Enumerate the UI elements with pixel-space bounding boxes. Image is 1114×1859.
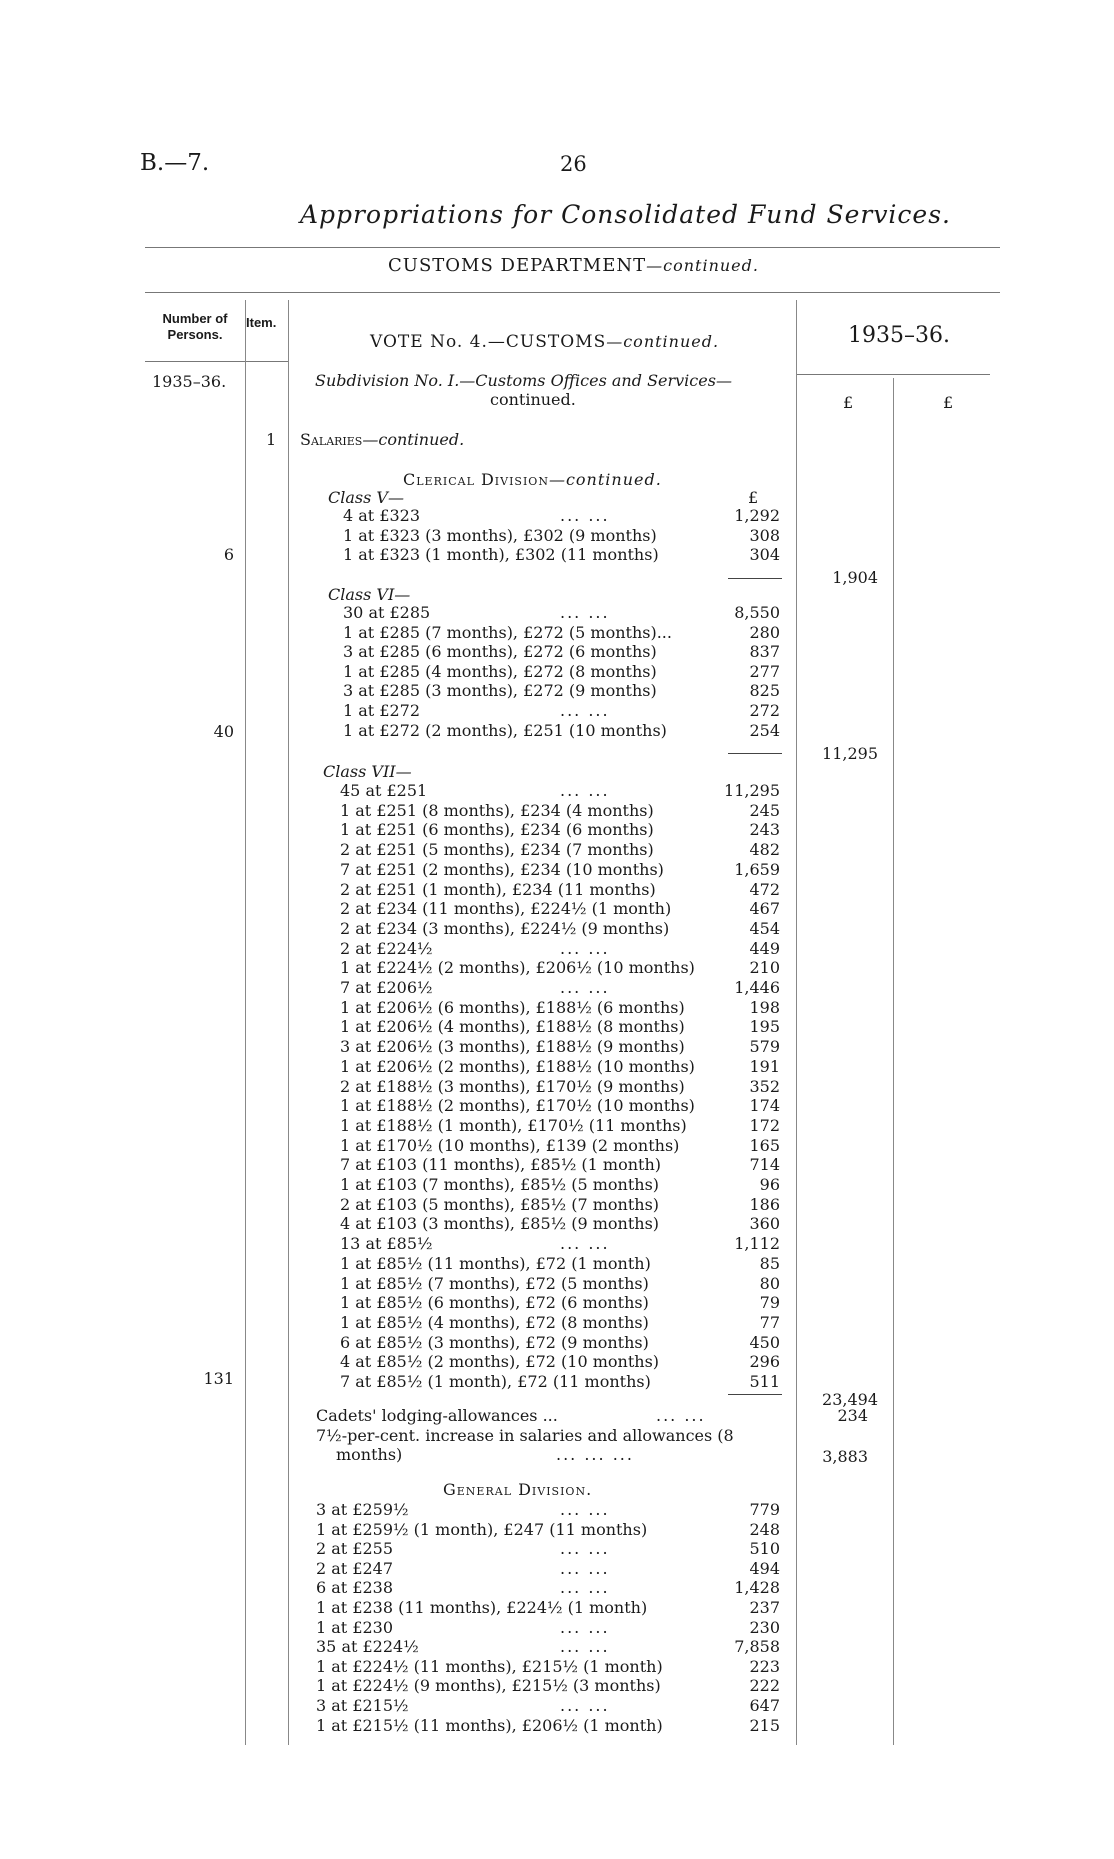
salary-line-text: 1 at £285 (4 months), £272 (8 months) — [343, 661, 657, 681]
table-top-rule — [145, 292, 1000, 293]
page-number: 26 — [560, 152, 587, 176]
title-rule — [145, 247, 1000, 248]
salary-line-text: 1 at £238 (11 months), £224½ (1 month) — [316, 1598, 648, 1617]
salary-line-text: 1 at £85½ (11 months), £72 (1 month) — [340, 1253, 651, 1273]
salary-line-text: 1 at £85½ (6 months), £72 (6 months) — [340, 1293, 649, 1313]
salary-line-amount: 195 — [749, 1017, 780, 1037]
column-rule-year-split — [893, 378, 894, 1745]
salary-line-amount: 308 — [749, 525, 780, 545]
salary-line-text: 1 at £188½ (1 month), £170½ (11 months) — [340, 1115, 687, 1135]
salary-line-text: 45 at £251 — [340, 781, 428, 800]
salary-line-amount: 243 — [749, 820, 780, 840]
salary-line-text: 30 at £285 — [343, 603, 431, 622]
department-heading — [388, 255, 759, 276]
salary-line-amount: 245 — [749, 800, 780, 820]
salary-line-amount: 647 — [749, 1696, 780, 1715]
salaries-label: Salaries — [300, 430, 363, 449]
salary-line-amount: 779 — [749, 1500, 780, 1519]
column-header-year: 1935–36. — [848, 323, 950, 348]
salary-line-text: 1 at £224½ (9 months), £215½ (3 months) — [316, 1676, 661, 1696]
salary-line-text: 1 at £85½ (4 months), £72 (8 months) — [340, 1312, 649, 1332]
salary-line-amount: 248 — [749, 1519, 780, 1539]
cadets-total: 234 — [837, 1406, 868, 1425]
leader-dots: ... ... — [560, 1558, 610, 1578]
salary-line-amount: 96 — [759, 1175, 780, 1194]
salaries-continued: —continued. — [362, 430, 465, 449]
salary-line-text: 1 at £85½ (7 months), £72 (5 months) — [340, 1273, 649, 1293]
class-vi-subtotal-rule — [728, 753, 782, 754]
leader-dots: ... ... — [560, 978, 610, 997]
salary-line-amount: 11,295 — [724, 781, 780, 800]
salary-line-text: 7 at £85½ (1 month), £72 (11 months) — [340, 1372, 651, 1391]
column-rule-persons — [245, 300, 246, 1745]
salary-line-text: 1 at £215½ (11 months), £206½ (1 month) — [316, 1715, 663, 1735]
salary-line-text: 7 at £206½ — [340, 978, 433, 997]
salary-line-amount: 494 — [749, 1558, 780, 1578]
salary-line-text: 1 at £224½ (2 months), £206½ (10 months) — [340, 958, 695, 978]
class-vii-persons: 131 — [203, 1369, 234, 1388]
salary-line-amount: 304 — [749, 545, 780, 565]
salary-line-amount: 254 — [749, 720, 780, 740]
salary-line-text: 1 at £323 (1 month), £302 (11 months) — [343, 545, 659, 565]
class-vi-total: 11,295 — [822, 744, 878, 763]
increase-dots: ... ... ... — [556, 1445, 634, 1464]
salary-line-amount: 77 — [759, 1312, 780, 1332]
leader-dots: ... ... — [560, 1696, 610, 1715]
salary-line-amount: 1,446 — [734, 978, 780, 997]
salary-line-amount: 272 — [749, 701, 780, 720]
salary-line-text: 1 at £206½ (6 months), £188½ (6 months) — [340, 997, 685, 1017]
salary-line-text: 35 at £224½ — [316, 1637, 419, 1657]
salary-line-amount: 223 — [749, 1656, 780, 1676]
salary-line-amount: 79 — [759, 1293, 780, 1313]
cadets-label: Cadets' lodging-allowances ... — [316, 1406, 558, 1425]
item-number: 1 — [266, 430, 277, 449]
increase-label-line1: 7½-per-cent. increase in salaries and allowances (8 — [316, 1426, 734, 1445]
class-v-subtotal-rule — [728, 578, 782, 579]
leader-dots: ... ... — [560, 938, 610, 958]
header-rule-year — [796, 374, 990, 375]
salary-line-amount: 172 — [749, 1115, 780, 1135]
vote-heading — [370, 332, 719, 352]
salary-line-text: 7 at £103 (11 months), £85½ (1 month) — [340, 1155, 662, 1175]
class-v-persons: 6 — [223, 545, 234, 564]
salary-line-text: 2 at £255 — [316, 1539, 394, 1559]
subdivision-continued: continued. — [490, 390, 576, 409]
increase-total: 3,883 — [822, 1447, 868, 1466]
class-v-heading: Class V— — [328, 488, 404, 507]
salary-line-text: 1 at £285 (7 months), £272 (5 months)... — [343, 622, 672, 642]
leader-dots: ... ... — [560, 701, 610, 720]
salary-line-text: 3 at £285 (3 months), £272 (9 months) — [343, 681, 657, 701]
salary-line-amount: 472 — [749, 879, 780, 899]
salary-line-text: 2 at £234 (3 months), £224½ (9 months) — [340, 918, 670, 938]
salary-line-amount: 579 — [749, 1037, 780, 1057]
salary-line-amount: 1,659 — [734, 859, 780, 879]
salary-line-amount: 837 — [749, 642, 780, 662]
salary-line-text: 1 at £272 (2 months), £251 (10 months) — [343, 720, 667, 740]
salary-line-amount: 198 — [749, 997, 780, 1017]
salary-line-amount: 277 — [749, 661, 780, 681]
leader-dots: ... ... — [560, 1500, 610, 1519]
leader-dots: ... ... — [560, 1617, 610, 1637]
clerical-division-heading — [403, 470, 662, 489]
leader-dots: ... ... — [560, 781, 610, 800]
salary-line-text: 2 at £103 (5 months), £85½ (7 months) — [340, 1194, 660, 1214]
salary-line-text: 1 at £251 (8 months), £234 (4 months) — [340, 800, 654, 820]
leader-dots: ... ... — [560, 1578, 610, 1598]
salary-line-text: 4 at £103 (3 months), £85½ (9 months) — [340, 1214, 660, 1234]
cadets-dots: ... ... — [656, 1406, 706, 1425]
leader-dots: ... ... — [560, 1637, 610, 1657]
clerical-division-label: Clerical Division — [403, 470, 549, 489]
salary-line-amount: 449 — [749, 938, 780, 958]
column-header-persons: Number of Persons. — [162, 311, 228, 342]
salary-line-amount: 210 — [749, 958, 780, 978]
column-rule-item — [288, 300, 289, 1745]
class-vi-persons: 40 — [213, 722, 234, 741]
salary-line-text: 3 at £285 (6 months), £272 (6 months) — [343, 642, 657, 662]
department-name: CUSTOMS DEPARTMENT — [388, 255, 647, 276]
salary-line-text: 4 at £85½ (2 months), £72 (10 months) — [340, 1352, 660, 1372]
leader-dots: ... ... — [560, 1539, 610, 1559]
general-division-heading: General Division. — [443, 1480, 593, 1499]
salary-line-amount: 511 — [749, 1372, 780, 1391]
salary-line-text: 6 at £238 — [316, 1578, 394, 1598]
page-title: Appropriations for Consolidated Fund Services. — [300, 200, 952, 229]
salary-line-amount: 237 — [749, 1598, 780, 1617]
column-header-item: Item. — [246, 315, 277, 330]
salary-line-text: 2 at £251 (5 months), £234 (7 months) — [340, 840, 654, 860]
salary-line-text: 7 at £251 (2 months), £234 (10 months) — [340, 859, 664, 879]
leader-dots: ... ... — [560, 506, 610, 525]
salary-line-amount: 352 — [749, 1076, 780, 1096]
salary-line-amount: 8,550 — [734, 603, 780, 622]
department-continued: —continued. — [646, 256, 759, 275]
salary-line-text: 1 at £230 — [316, 1617, 394, 1637]
salary-line-amount: 80 — [759, 1273, 780, 1293]
salary-line-text: 1 at £224½ (11 months), £215½ (1 month) — [316, 1656, 663, 1676]
currency-column-a: £ — [843, 393, 854, 412]
increase-row-2 — [316, 1445, 786, 1464]
subdivision-heading — [315, 371, 732, 409]
salary-line-amount: 467 — [749, 899, 780, 919]
salary-line-text: 1 at £272 — [343, 701, 421, 720]
salary-line-text: 13 at £85½ — [340, 1234, 433, 1254]
salary-line-text: 1 at £251 (6 months), £234 (6 months) — [340, 820, 654, 840]
salary-line-text: 4 at £323 — [343, 506, 421, 525]
salary-line-amount: 215 — [749, 1715, 780, 1735]
salary-line-amount: 222 — [749, 1676, 780, 1696]
salary-line-text: 1 at £259½ (1 month), £247 (11 months) — [316, 1519, 648, 1539]
salary-line-text: 2 at £234 (11 months), £224½ (1 month) — [340, 899, 672, 919]
clerical-division-continued: —continued. — [548, 470, 662, 489]
salary-line-text: 2 at £188½ (3 months), £170½ (9 months) — [340, 1076, 685, 1096]
vote-title: VOTE No. 4.—CUSTOMS — [370, 332, 607, 352]
salary-line-text: 2 at £251 (1 month), £234 (11 months) — [340, 879, 656, 899]
salary-line-amount: 714 — [749, 1155, 780, 1175]
salary-line-text: 1 at £206½ (4 months), £188½ (8 months) — [340, 1017, 685, 1037]
salary-line-amount: 450 — [749, 1332, 780, 1352]
column-rule-amounts — [796, 300, 797, 1745]
salary-line-text: 1 at £323 (3 months), £302 (9 months) — [343, 525, 657, 545]
salary-line-text: 1 at £206½ (2 months), £188½ (10 months) — [340, 1056, 695, 1076]
cadets-row — [316, 1406, 786, 1425]
increase-row-1 — [316, 1426, 786, 1445]
class-vii-total: 23,494 — [822, 1390, 878, 1409]
salary-line-amount: 1,428 — [734, 1578, 780, 1598]
salary-line-text: 1 at £170½ (10 months), £139 (2 months) — [340, 1135, 680, 1155]
salary-line-text: 3 at £259½ — [316, 1500, 409, 1519]
salary-line-text: 3 at £206½ (3 months), £188½ (9 months) — [340, 1037, 685, 1057]
leader-dots: ... ... — [560, 603, 610, 622]
salary-line-amount: 510 — [749, 1539, 780, 1559]
inner-currency-symbol: £ — [748, 488, 759, 507]
class-v-total: 1,904 — [832, 568, 878, 587]
class-vi-heading: Class VI— — [328, 585, 411, 604]
salaries-heading — [300, 430, 464, 449]
salary-line-text: 2 at £247 — [316, 1558, 394, 1578]
vote-continued: —continued. — [606, 332, 720, 351]
salary-line-amount: 296 — [749, 1352, 780, 1372]
salary-line-amount: 85 — [759, 1253, 780, 1273]
salary-line-amount: 482 — [749, 840, 780, 860]
class-vii-heading: Class VII— — [323, 762, 412, 781]
header-rule-item — [246, 361, 288, 362]
salary-line-amount: 360 — [749, 1214, 780, 1234]
salary-line-amount: 280 — [749, 622, 780, 642]
salary-line-text: 1 at £103 (7 months), £85½ (5 months) — [340, 1175, 660, 1194]
salary-line-amount: 454 — [749, 918, 780, 938]
salary-line-amount: 230 — [749, 1617, 780, 1637]
salary-line-amount: 186 — [749, 1194, 780, 1214]
salary-line-text: 3 at £215½ — [316, 1696, 409, 1715]
increase-label-line2: months) — [336, 1445, 403, 1464]
salary-line-text: 1 at £188½ (2 months), £170½ (10 months) — [340, 1096, 695, 1116]
currency-column-b: £ — [943, 393, 954, 412]
year-label: 1935–36. — [152, 372, 227, 391]
salary-line-amount: 191 — [749, 1056, 780, 1076]
salary-line-text: 2 at £224½ — [340, 938, 433, 958]
salary-line-amount: 825 — [749, 681, 780, 701]
header-rule-persons — [145, 361, 245, 362]
salary-line-text: 6 at £85½ (3 months), £72 (9 months) — [340, 1332, 649, 1352]
salary-line-amount: 1,292 — [734, 506, 780, 525]
salary-line-amount: 174 — [749, 1096, 780, 1116]
salary-line-amount: 165 — [749, 1135, 780, 1155]
salary-line-amount: 1,112 — [734, 1234, 780, 1254]
class-vii-subtotal-rule — [728, 1394, 782, 1395]
subdivision-title: Subdivision No. I.—Customs Offices and Services— — [315, 371, 732, 390]
document-reference: B.—7. — [140, 150, 210, 176]
leader-dots: ... ... — [560, 1234, 610, 1254]
salary-line-amount: 7,858 — [734, 1637, 780, 1657]
